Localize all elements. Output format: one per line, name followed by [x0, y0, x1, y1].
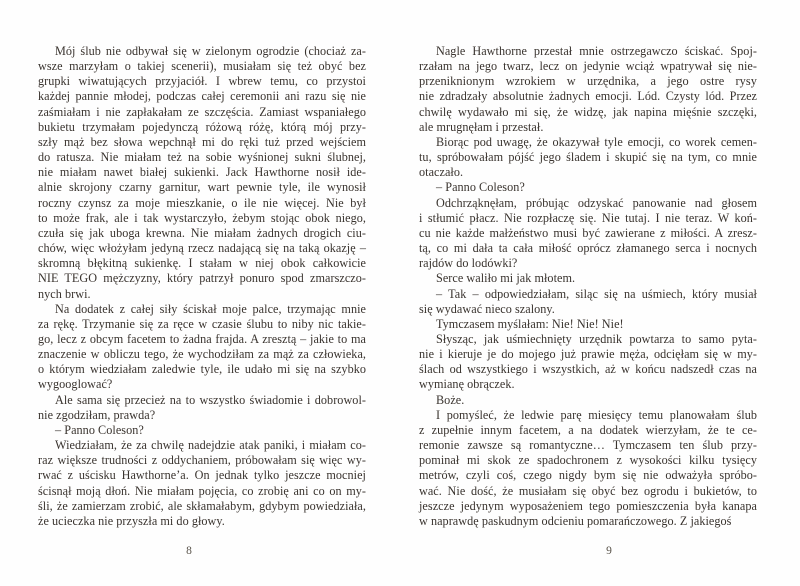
text-line-content: – Panno Coleson?	[55, 422, 144, 437]
text-line-content: w naprawdę paskudnym odcieniu pomarańczowego. Z jakiegoś	[419, 513, 732, 528]
text-line-content: że ucieczka nie przyszła mi do głowy.	[38, 513, 225, 528]
text-line-content: metrów, czyli coś, czego nigdy bym się nie odważyła spróbo-	[419, 468, 757, 483]
text-line	[38, 514, 366, 529]
text-line-content: alnie skrojony czarny garnitur, wart pewnie tyle, ile wynosił	[38, 180, 366, 195]
text-line	[38, 59, 366, 74]
text-line-content: chwilę wydawało mi się, że widzę, jak napina mięśnie szczęki,	[419, 104, 757, 119]
text-line-content: Odchrząknęłam, próbując odzyskać panowanie nad głosem	[436, 195, 757, 210]
text-line-content: do ratusza. Nie miałam też na sobie wyśnionej sukni ślubnej,	[38, 150, 366, 165]
text-line	[419, 89, 757, 104]
text-line	[38, 211, 366, 226]
text-line	[419, 302, 757, 317]
text-line-content: nie i kieruje je do mojego już prawie męża, odcięłam się w my-	[419, 347, 757, 362]
text-line	[419, 408, 757, 423]
text-line-content: Tymczasem myślałam: Nie! Nie! Nie!	[436, 316, 624, 331]
text-line-content: skromną błękitną sukienkę. I stałam w niej obok całkowicie	[38, 256, 366, 271]
text-line-content: chów, więc włożyłam jedyną rzecz nadającą się na taką okazję –	[38, 241, 366, 256]
text-line	[38, 377, 366, 392]
text-line-content: nie zdradzały absolutnie żadnych emocji. Lód. Czysty lód. Przez	[419, 89, 757, 104]
text-line	[419, 484, 757, 499]
text-line-content: z zupełnie innym facetem, a na dodatek wierzyłam, że te ce-	[419, 422, 757, 437]
text-line	[419, 499, 757, 514]
text-line-content: to może frak, ale i tak wystarczyło, żebym stojąc obok niego,	[38, 210, 366, 225]
text-line	[419, 241, 757, 256]
text-line	[419, 362, 757, 377]
text-line-content: i stłumić płacz. Nie rozpłaczę się. Nie tutaj. I nie teraz. W koń-	[419, 210, 757, 225]
text-line	[38, 256, 366, 271]
text-line	[38, 74, 366, 89]
text-line-content: tą, co mi dała ta cała miłość oprócz złamanego serca i nocnych	[419, 241, 757, 256]
text-line-content: go, lecz z obcym facetem to żadna frajda. A zresztą – jakie to ma	[38, 331, 366, 346]
text-line-content: NIE TEGO mężczyzny, który patrzył ponuro spod zmarszczo-	[38, 271, 366, 286]
text-line-content: raz większe trudności z oddychaniem, próbowałam się więc wy-	[38, 453, 366, 468]
text-line-content: ślach od wszystkiego i wszystkich, aż w końcu nadszedł czas na	[419, 362, 757, 377]
text-line-content: nych brwi.	[38, 286, 91, 301]
text-line-content: zaśmiałam i nie zapłakałam ze szczęścia. Zamiast wspaniałego	[38, 104, 366, 119]
text-line-content: Ale sama się przecież na to wszystko świadomie i dobrowol-	[55, 392, 366, 407]
text-line	[419, 347, 757, 362]
text-line-content: za rękę. Trzymanie się za ręce w czasie ślubu to niby nic takie-	[38, 316, 366, 331]
text-line	[419, 180, 757, 195]
text-line-content: I pomyśleć, że ledwie parę miesięcy temu planowałam ślub	[436, 407, 757, 422]
text-line-content: Biorąc pod uwagę, że okazywał tyle emocji, co worek cemen-	[436, 134, 757, 149]
text-line	[38, 89, 366, 104]
text-line-content: pominał mi skok ze spadochronem z wysokości kilku tysięcy	[419, 453, 757, 468]
text-line	[419, 287, 757, 302]
text-line	[38, 302, 366, 317]
text-line	[38, 150, 366, 165]
text-line	[419, 271, 757, 286]
text-line-content: Słysząc, jak uśmiechnięty urzędnik powtarza to samo pyta-	[436, 331, 757, 346]
text-line-content: cu nie każde małżeństwo musi być zawierane z miłości. A zresz-	[419, 225, 757, 240]
text-line	[38, 484, 366, 499]
text-line	[38, 423, 366, 438]
text-line-content: czuła się jak uboga krewna. Nie miałam żadnych drogich ciu-	[38, 225, 366, 240]
text-line	[419, 453, 757, 468]
text-line	[419, 150, 757, 165]
text-line-content: – Panno Coleson?	[436, 180, 525, 195]
text-line-content: wać. Nie dość, że musiałam się obyć bez ogrodu i bukietów, to	[419, 483, 757, 498]
text-line	[419, 393, 757, 408]
left-page-number: 8	[186, 545, 192, 557]
text-line	[419, 514, 757, 529]
text-line	[38, 241, 366, 256]
text-line	[38, 135, 366, 150]
text-line-content: rzałam na jego twarz, lecz on jedynie wciąż wpatrywał się nie-	[419, 59, 757, 74]
text-line	[419, 423, 757, 438]
text-line-content: nie zgodziłam, prawda?	[38, 407, 156, 422]
text-line-content: się wydawać nieco szalony.	[419, 301, 555, 316]
text-line	[419, 256, 757, 271]
text-line-content: ale mrugnęłam i przestał.	[419, 119, 544, 134]
text-line	[38, 332, 366, 347]
text-line-content: Wiedziałam, że za chwilę nadejdzie atak paniki, i miałam co-	[55, 438, 366, 453]
text-line	[38, 347, 366, 362]
right-page-text	[419, 44, 757, 529]
text-line-content: otaczało.	[419, 165, 464, 180]
text-line-content: grupki wiwatujących przyjaciół. I wbrew temu, co przystoi	[38, 74, 366, 89]
text-line-content: przeniknionym wzrokiem w urzędnika, a jego ostre rysy	[419, 74, 757, 89]
text-line-content: tu, spróbowałam pójść jego śladem i skupić się na tym, co mnie	[419, 150, 757, 165]
text-line-content: Mój ślub nie odbywał się w zielonym ogrodzie (chociaż za-	[55, 44, 366, 58]
text-line-content: jeszcze jedynym wyposażeniem tego pomieszczenia była kanapa	[419, 498, 757, 513]
text-line	[419, 74, 757, 89]
text-line-content: bukietu trzymałam pojedynczą różową różę, którą mój przy-	[38, 119, 366, 134]
text-line-content: rajdów do lodówki?	[419, 256, 518, 271]
text-line	[419, 120, 757, 135]
text-line	[38, 196, 366, 211]
text-line	[419, 332, 757, 347]
text-line	[419, 438, 757, 453]
text-line	[38, 271, 366, 286]
left-page-text	[38, 44, 366, 529]
text-line	[38, 120, 366, 135]
text-line-content: remonie zawsze są romantyczne… Tymczasem ten ślub przy-	[419, 438, 757, 453]
text-line	[38, 105, 366, 120]
text-line	[419, 59, 757, 74]
text-line	[419, 196, 757, 211]
text-line	[419, 135, 757, 150]
text-line	[38, 499, 366, 514]
text-line	[419, 44, 757, 59]
text-line	[419, 226, 757, 241]
text-line-content: ścisnął moją dłoń. Nie miałam pojęcia, co zrobię ani co on my-	[38, 483, 366, 498]
text-line-content: o którym wiedziałam zaledwie tyle, ile udało mi się na szybko	[38, 362, 366, 377]
text-line	[419, 377, 757, 392]
text-line	[419, 165, 757, 180]
text-line-content: śli, że zamierzam zrobić, ale skłamałabym, gdybym powiedziała,	[38, 498, 366, 513]
text-line-content: szły mąż bez słowa wepchnął mi do ręki tuż przed wejściem	[38, 134, 366, 149]
text-line	[419, 317, 757, 332]
text-line-content: Serce waliło mi jak młotem.	[436, 271, 576, 286]
text-line	[38, 438, 366, 453]
right-page-number: 9	[606, 545, 612, 557]
text-line	[419, 105, 757, 120]
text-line	[38, 44, 366, 59]
text-line-content: roczny czynsz za moje mieszkanie, o ile nie więcej. Nie był	[38, 195, 366, 210]
text-line	[38, 180, 366, 195]
text-line	[38, 165, 366, 180]
text-line-content: nie miałam nawet białej sukienki. Jack Hawthorne nosił ide-	[38, 165, 366, 180]
text-line	[419, 211, 757, 226]
text-line	[38, 468, 366, 483]
text-line	[38, 408, 366, 423]
text-line-content: Na dodatek z całej siły ściskał moje palce, trzymając mnie	[55, 301, 366, 316]
text-line-content: Nagle Hawthorne przestał mnie ostrzegawczo ściskać. Spoj-	[436, 44, 757, 58]
text-line-content: Boże.	[436, 392, 465, 407]
text-line-content: wymianę obrączek.	[419, 377, 515, 392]
text-line	[38, 362, 366, 377]
text-line	[38, 317, 366, 332]
text-line-content: znaczenie w obliczu tego, że wychodziłam za mąż za człowieka,	[38, 347, 366, 362]
text-line-content: każdej pannie młodej, podczas całej ceremonii ani razu się nie	[38, 89, 366, 104]
text-line-content: wsze marzyłam o takiej scenerii), musiałam się też obyć bez	[38, 59, 366, 74]
text-line	[38, 393, 366, 408]
text-line-content: – Tak – odpowiedziałam, siląc się na uśmiech, który musiał	[436, 286, 757, 301]
text-line-content: wygooglować?	[38, 377, 113, 392]
text-line-content: rwać z uścisku Hawthorne’a. On jednak tylko jeszcze mocniej	[38, 468, 366, 483]
text-line	[38, 226, 366, 241]
text-line	[38, 287, 366, 302]
text-line	[38, 453, 366, 468]
text-line	[419, 468, 757, 483]
